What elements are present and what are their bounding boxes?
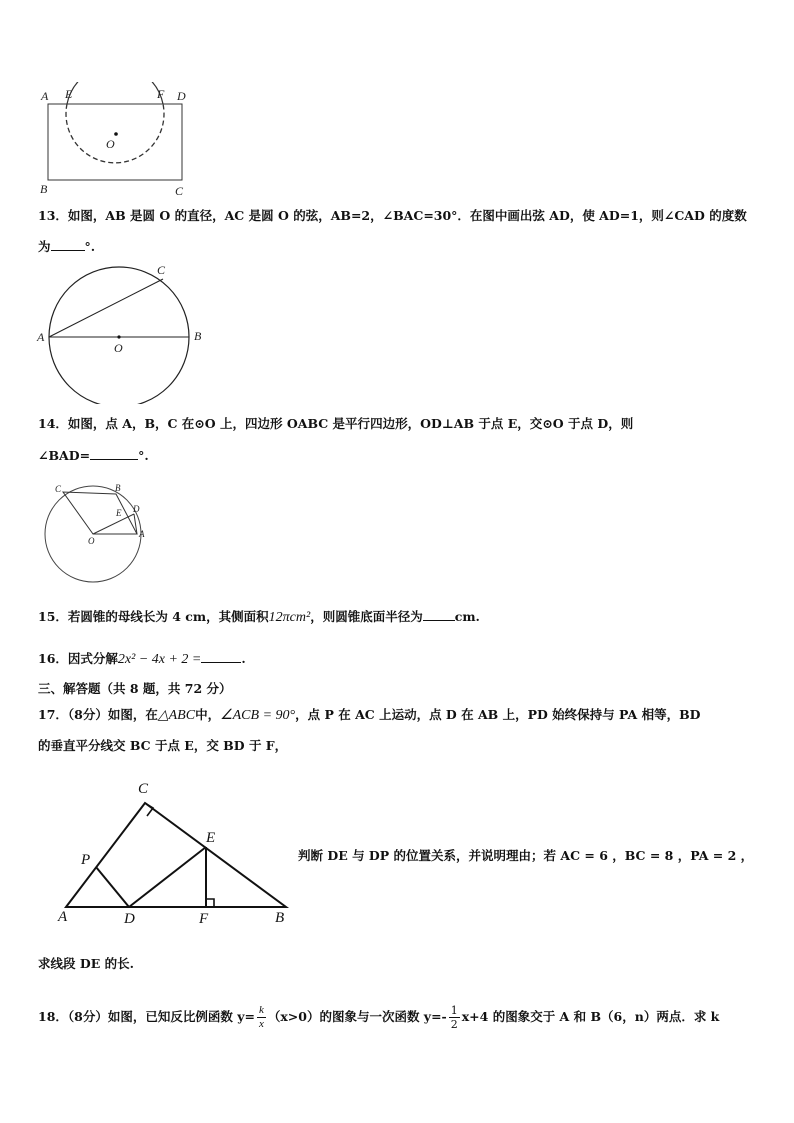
label-D: D bbox=[124, 911, 135, 926]
q17-text-line1 bbox=[38, 706, 700, 725]
figure-q14 bbox=[30, 478, 160, 588]
label-O: O bbox=[114, 341, 123, 355]
label-B: B bbox=[275, 910, 285, 926]
q18-text bbox=[38, 1000, 719, 1034]
q16-formula: 2x² − 4x + 2 = bbox=[117, 652, 202, 667]
label-B: B bbox=[194, 329, 202, 343]
q17-text-line3: 求线段 DE 的长. bbox=[38, 956, 134, 971]
figure-q13 bbox=[34, 262, 214, 404]
fraction-one-half bbox=[449, 1004, 460, 1031]
triangle-abc bbox=[66, 803, 286, 907]
q15-formula: 12πcm² bbox=[268, 610, 311, 625]
q17-part-c: 中， bbox=[195, 707, 221, 722]
segment-de bbox=[129, 847, 206, 907]
q15-middle: ，则圆锥底面半径为 bbox=[310, 609, 423, 624]
q17-part-e: ，点 P 在 AC 上运动，点 D 在 AB 上，PD 始终保持与 PA 相等，BD bbox=[295, 707, 701, 722]
label-A: A bbox=[139, 529, 145, 539]
segment-od bbox=[93, 514, 134, 534]
q16-text bbox=[38, 650, 246, 669]
fraction-denominator: x bbox=[258, 1018, 264, 1030]
label-O: O bbox=[88, 536, 95, 546]
label-E: E bbox=[206, 830, 216, 846]
figure-q12 bbox=[36, 82, 196, 200]
q15-answer-blank[interactable] bbox=[423, 608, 455, 621]
q18-prefix: 18．（8分）如图，已知反比例函数 y= bbox=[38, 1009, 255, 1024]
q16-answer-blank[interactable] bbox=[201, 650, 241, 663]
label-A: A bbox=[37, 330, 45, 344]
label-E: E bbox=[65, 87, 73, 101]
label-A: A bbox=[58, 909, 68, 925]
figure-q17 bbox=[56, 776, 296, 926]
q17-angle: ∠ACB = 90° bbox=[220, 708, 296, 723]
q17-text-line2: 的垂直平分线交 BC 于点 E，交 BD 于 F， bbox=[38, 738, 288, 753]
label-F: F bbox=[199, 911, 209, 926]
label-B: B bbox=[40, 182, 48, 196]
label-C: C bbox=[55, 484, 62, 494]
fraction-denominator: 2 bbox=[450, 1018, 458, 1031]
label-D: D bbox=[133, 504, 140, 514]
label-A: A bbox=[41, 89, 49, 103]
label-E: E bbox=[116, 508, 122, 518]
q15-prefix: 15．若圆锥的母线长为 4 cm，其侧面积 bbox=[38, 609, 269, 624]
q13-suffix: °. bbox=[84, 239, 96, 254]
label-D: D bbox=[177, 89, 186, 103]
q13-prefix: 为 bbox=[38, 239, 51, 254]
q18-mid2: x+4 的图象交于 A 和 B（6，n）两点．求 k bbox=[461, 1009, 720, 1024]
label-C: C bbox=[138, 781, 149, 797]
q17-part-a: 17．（8分）如图，在 bbox=[38, 707, 158, 722]
parallelogram-oabc bbox=[63, 492, 137, 534]
q13-text-line2 bbox=[38, 238, 95, 256]
q14-text-line1: 14．如图，点 A，B，C 在⊙O 上，四边形 OABC 是平行四边形，OD⊥AB 于点 E，交⊙O 于点 D，则 bbox=[38, 416, 634, 431]
q16-suffix: . bbox=[241, 651, 246, 666]
q16-prefix: 16．因式分解 bbox=[38, 651, 118, 666]
fraction-numerator: 1 bbox=[450, 1004, 458, 1017]
section3-title: 三、解答题（共 8 题，共 72 分） bbox=[38, 681, 232, 696]
label-C: C bbox=[175, 184, 184, 198]
label-C: C bbox=[157, 263, 166, 277]
q17-triangle: △ABC bbox=[157, 708, 196, 723]
right-angle-mark-f bbox=[206, 899, 214, 907]
q14-answer-blank[interactable] bbox=[90, 447, 138, 460]
q15-text bbox=[38, 608, 480, 627]
rectangle-abcd bbox=[48, 104, 182, 180]
center-point bbox=[117, 335, 120, 338]
fraction-k-over-x bbox=[257, 1004, 266, 1031]
q14-text-line2 bbox=[38, 447, 149, 465]
q13-text-line1: 13．如图，AB 是圆 O 的直径，AC 是圆 O 的弦，AB=2，∠BAC=30°．在图中画出弦 AD，使 AD=1，则∠CAD 的度数 bbox=[38, 208, 747, 223]
segment-pd bbox=[96, 867, 129, 907]
label-P: P bbox=[81, 852, 91, 868]
label-B: B bbox=[115, 483, 121, 493]
q13-answer-blank[interactable] bbox=[51, 238, 85, 251]
q17-side-text: 判断 DE 与 DP 的位置关系，并说明理由；若 AC = 6 ，BC = 8 ，PA = 2 ， bbox=[298, 848, 754, 863]
q14-prefix: ∠BAD= bbox=[38, 448, 91, 463]
fraction-numerator: k bbox=[258, 1004, 264, 1016]
q14-suffix: °. bbox=[138, 448, 149, 463]
q18-mid1: （x>0）的图象与一次函数 y=- bbox=[267, 1009, 447, 1024]
circle-arc-solid bbox=[67, 82, 163, 104]
chord-ac bbox=[49, 279, 163, 337]
label-F: F bbox=[157, 87, 165, 101]
label-O: O bbox=[106, 137, 115, 151]
center-point bbox=[114, 132, 118, 136]
q15-suffix: cm. bbox=[454, 609, 480, 624]
